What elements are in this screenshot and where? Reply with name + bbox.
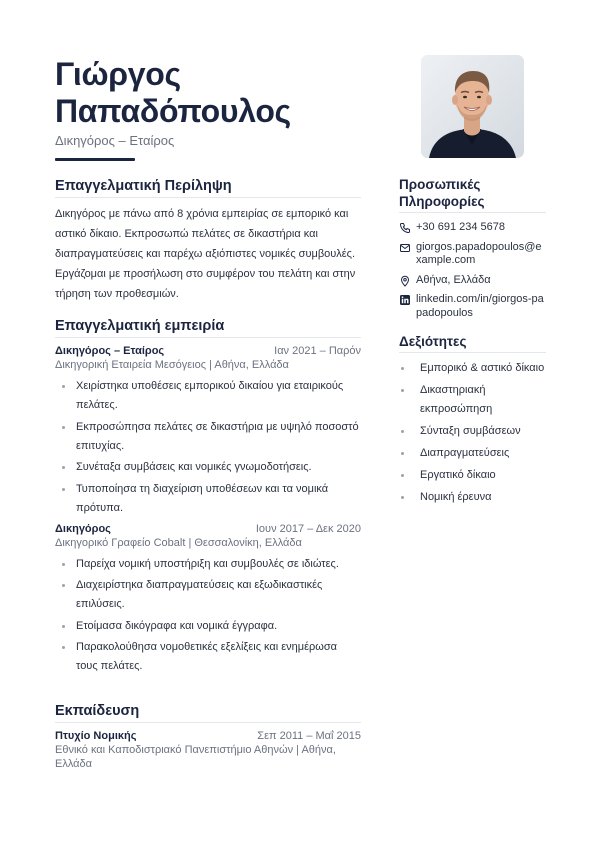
job-role: Δικηγόρος – Εταίρος xyxy=(55,345,165,357)
skills-list xyxy=(399,359,546,507)
mail-icon xyxy=(399,242,411,254)
job-company: Δικηγορικό Γραφείο Cobalt | Θεσσαλονίκη, Ελλάδα xyxy=(55,536,302,549)
job-entry xyxy=(55,344,361,518)
experience-heading: Επαγγελματική εμπειρία xyxy=(55,318,361,338)
portrait-image xyxy=(421,55,524,158)
bullet-item: Παρακολούθησα νομοθετικές εξελίξεις και ενημέρωσα τους πελάτες. xyxy=(55,638,361,676)
degree: Πτυχίο Νομικής xyxy=(55,730,137,742)
job-role: Δικηγόρος xyxy=(55,522,111,535)
linkedin-icon xyxy=(399,294,411,306)
skill-item: Νομική έρευνα xyxy=(399,488,546,507)
skill-item: Εμπορικό & αστικό δίκαιο xyxy=(399,359,546,378)
bullet-item: Συνέταξα συμβάσεις και νομικές γνωμοδοτήσεις. xyxy=(55,458,361,477)
location-pin-icon xyxy=(399,275,411,287)
contact-phone xyxy=(399,221,546,235)
location-text: Αθήνα, Ελλάδα xyxy=(416,273,491,286)
job-entry xyxy=(55,522,361,677)
education-entry xyxy=(55,729,361,771)
school: Εθνικό και Καποδιστριακό Πανεπιστήμιο Αθηνών | Αθήνα, Ελλάδα xyxy=(55,744,336,770)
candidate-name xyxy=(55,56,385,130)
bullet-item: Τυποποίησα τη διαχείριση υποθέσεων και τα νομικά πρότυπα. xyxy=(55,480,361,518)
summary-text: Δικηγόρος με πάνω από 8 χρόνια εμπειρίας σε εμπορικό και αστικό δίκαιο. Εκπροσωπώ πελάτες σε δικαστήρια και διαπραγματεύσεις και παρέχω αξιόπιστες νομικές συμβουλές. Εργάζομαι με προσήλωση στο συμφέρον του πελάτη και στην τήρηση των προθεσμιών. xyxy=(55,208,356,300)
job-bullets xyxy=(55,377,361,518)
accent-divider xyxy=(55,158,135,161)
phone-icon xyxy=(399,222,411,234)
skill-item: Δικαστηριακή εκπροσώπηση xyxy=(399,381,546,419)
job-company: Δικηγορική Εταιρεία Μεσόγειος | Αθήνα, Ελλάδα xyxy=(55,359,289,371)
bullet-item: Διαχειρίστηκα διαπραγματεύσεις και εξωδικαστικές επιλύσεις. xyxy=(55,576,361,614)
name-last: Παπαδόπουλος xyxy=(55,93,291,129)
skill-item: Διαπραγματεύσεις xyxy=(399,444,546,463)
job-dates: Ιουν 2017 – Δεκ 2020 xyxy=(255,522,361,535)
phone-link[interactable]: +30 691 234 5678 xyxy=(416,221,506,233)
skills-heading: Δεξιότητες xyxy=(399,333,546,353)
profile-photo xyxy=(421,55,524,158)
contact-section xyxy=(399,176,546,320)
skill-item: Εργατικό δίκαιο xyxy=(399,466,546,485)
contact-linkedin xyxy=(399,293,546,320)
bullet-item: Χειρίστηκα υποθέσεις εμπορικού δικαίου για εταιρικούς πελάτες. xyxy=(55,377,361,415)
bullet-item: Ετοίμασα δικόγραφα και νομικά έγγραφα. xyxy=(55,617,361,636)
education-heading: Εκπαίδευση xyxy=(55,703,361,723)
contact-location xyxy=(399,274,546,288)
contact-email xyxy=(399,241,546,268)
linkedin-link[interactable]: linkedin.com/in/giorgos-papadopoulos xyxy=(416,293,544,319)
skill-item: Σύνταξη συμβάσεων xyxy=(399,422,546,441)
contact-heading: Προσωπικές Πληροφορίες xyxy=(399,176,546,213)
name-first: Γιώργος xyxy=(55,56,181,92)
job-title: Δικηγόρος – Εταίρος xyxy=(55,133,175,148)
email-link[interactable]: giorgos.papadopoulos@example.com xyxy=(416,240,542,266)
summary-heading: Επαγγελματική Περίληψη xyxy=(55,178,361,198)
experience-section xyxy=(55,318,361,679)
bullet-item: Εκπροσώπησα πελάτες σε δικαστήρια με υψηλό ποσοστό επιτυχίας. xyxy=(55,418,361,456)
job-dates: Ιαν 2021 – Παρόν xyxy=(274,345,361,357)
education-section xyxy=(55,703,361,771)
skills-section xyxy=(399,333,546,510)
job-bullets xyxy=(55,555,361,677)
summary-section xyxy=(55,178,361,304)
bullet-item: Παρείχα νομική υποστήριξη και συμβουλές σε ιδιώτες. xyxy=(55,555,361,574)
education-dates: Σεπ 2011 – Μαΐ 2015 xyxy=(257,730,361,742)
